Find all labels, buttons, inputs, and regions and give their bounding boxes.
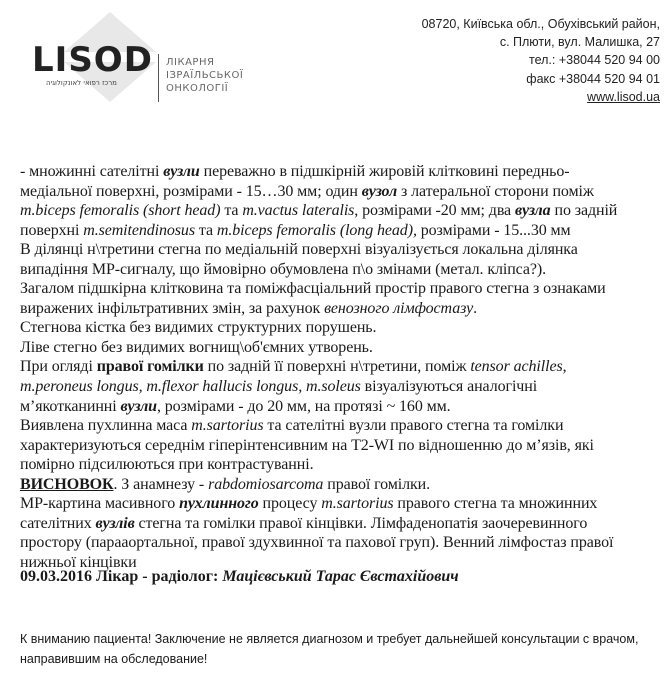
logo-subtitle-line: ЛІКАРНЯ [166, 57, 215, 68]
doctor-name: Мацієвський Тарас Євстахійович [222, 568, 459, 585]
report-line [20, 201, 660, 221]
conclusion-heading: ВИСНОВОК [20, 475, 114, 493]
text-run: по задній її поверхні н\третини, поміж [203, 358, 471, 376]
notice-line: направившим на обследование! [20, 652, 208, 666]
report-line [20, 240, 660, 260]
text-run: та [220, 202, 243, 220]
report-line [20, 338, 660, 358]
text-run: простору (парааортальної, правої здухвинної та пахової груп). Венний лімфостаз правої [20, 534, 614, 552]
text-run: вузли [163, 163, 200, 180]
text-run: вузли [120, 397, 157, 415]
text-run: , розмірами - до 20 мм, на протязі ~ 160 мм. [156, 397, 451, 415]
address-line: 08720, Київська обл., Обухівський район, [421, 17, 660, 31]
report-line [20, 397, 660, 417]
text-run: випадіння МР-сигналу, що ймовірно обумовлена п\о змінами (метал. кліпса?). [20, 260, 547, 278]
text-run: правої гомілки [96, 358, 204, 376]
text-run: вузла [514, 202, 551, 220]
report-line [20, 514, 660, 534]
text-run: tensor achilles [470, 358, 563, 376]
report-line [20, 533, 660, 553]
address-line: с. Плюти, вул. Малишка, 27 [499, 35, 660, 50]
text-run: m.sartorius [321, 495, 394, 513]
text-run: пухлинного [179, 495, 259, 513]
logo-divider [158, 54, 159, 102]
text-run: Ліве стегно без видимих вогнищ\об'ємних утворень. [20, 338, 373, 356]
report-line [20, 221, 660, 241]
text-run: m.sartorius [191, 417, 264, 435]
text-run: - множинні сателітні [20, 163, 164, 180]
text-run: та сателітні вузли правого стегна та гомілки [263, 417, 564, 435]
text-run: правої гомілки. [323, 475, 431, 493]
report-line [20, 494, 660, 514]
text-run: m.biceps femoralis (short head) [20, 202, 221, 220]
report-line [20, 475, 660, 495]
text-run: медіальної поверхні, розмірами - 15…30 мм; один [20, 182, 362, 200]
text-run: . [473, 299, 478, 317]
report-line [20, 279, 660, 299]
text-run: по задній [550, 202, 618, 220]
text-run: виражених інфільтративних змін, за рахунок [20, 299, 325, 317]
text-run: , розмірами -20 мм; два [354, 202, 515, 220]
text-run: м’якотканинні [20, 397, 121, 415]
report-line [20, 416, 660, 436]
report-line [20, 162, 660, 182]
text-run: m.biceps femoralis (long head), [216, 221, 417, 239]
report-line [20, 182, 660, 202]
text-run: МР-картина масивного [20, 495, 180, 513]
text-run: m.peroneus longus, m.flexor hallucis longus, m.soleus [20, 378, 361, 396]
text-run: вузлів [95, 514, 135, 532]
signature-line [20, 568, 459, 586]
text-run: В ділянці н\третини стегна по медіальній поверхні візуалізується локальна ділянка [20, 241, 578, 259]
text-run: процесу [258, 495, 322, 513]
text-run: Виявлена пухлинна маса [20, 417, 192, 435]
signature-date-role: 09.03.2016 Лікар - радіолог: [20, 568, 223, 585]
text-run: m.semitendinosus [83, 221, 195, 239]
phone: тел.: +38044 520 94 00 [529, 53, 660, 68]
text-run: з латеральної сторони поміж [397, 182, 594, 200]
text-run: Загалом підшкірна клітковина та поміжфасціальний простір правого стегна з ознаками [20, 280, 606, 298]
text-run: поверхні [20, 221, 84, 239]
text-run: m.vactus lateralis [242, 202, 355, 220]
logo-subtitle-line: ІЗРАЇЛЬСЬКОЇ [166, 70, 244, 81]
report-line [20, 357, 660, 377]
text-run: Стегнова кістка без видимих структурних порушень. [20, 319, 377, 337]
text-run: При огляді [20, 358, 97, 376]
text-run: вузол [361, 182, 398, 200]
text-run: венозного лімфостазу [324, 299, 474, 317]
text-run: переважно в підшкірній жировій клітковині передньо- [199, 163, 570, 180]
text-run: візуалізуються аналогічні [360, 378, 538, 396]
clinic-address [422, 15, 660, 106]
report-line [20, 436, 660, 456]
patient-notice [20, 629, 638, 669]
text-run: . З анамнезу - [113, 475, 209, 493]
report-body [20, 162, 660, 572]
fax: факс +38044 520 94 01 [526, 71, 660, 86]
report-line [20, 318, 660, 338]
notice-line: К вниманию пациента! Заключение не является диагнозом и требует дальнейшей консультации с врачом, [20, 632, 639, 646]
text-run: розмірами - 15...30 мм [416, 221, 571, 239]
report-line [20, 299, 660, 319]
text-run: , [562, 358, 567, 376]
logo-subtitle [166, 56, 243, 95]
website-link[interactable]: www.lisod.ua [587, 89, 660, 104]
logo-hebrew: מרכז רפואי לאונקולוגיה [46, 79, 117, 87]
logo-wordmark: LISOD [32, 40, 153, 80]
text-run: сателітних [20, 514, 96, 532]
text-run: стегна та гомілки правої кінцівки. Лімфаденопатія заочеревинного [134, 514, 588, 532]
text-run: та [194, 221, 217, 239]
text-run: нижньої кінцівки [20, 553, 137, 571]
text-run: характеризуються середнім гіперінтенсивним на Т2-WI по відношенню до м’язів, які [20, 436, 594, 454]
report-line [20, 260, 660, 280]
report-line [20, 455, 660, 475]
lisod-logo [28, 12, 258, 102]
report-line [20, 377, 660, 397]
text-run: rabdomiosarcoma [208, 475, 324, 493]
logo-subtitle-line: ОНКОЛОГІЇ [166, 83, 229, 94]
text-run: правого стегна та множинних [393, 495, 598, 513]
text-run: помірно підсилюються при контрастуванні. [20, 456, 314, 474]
